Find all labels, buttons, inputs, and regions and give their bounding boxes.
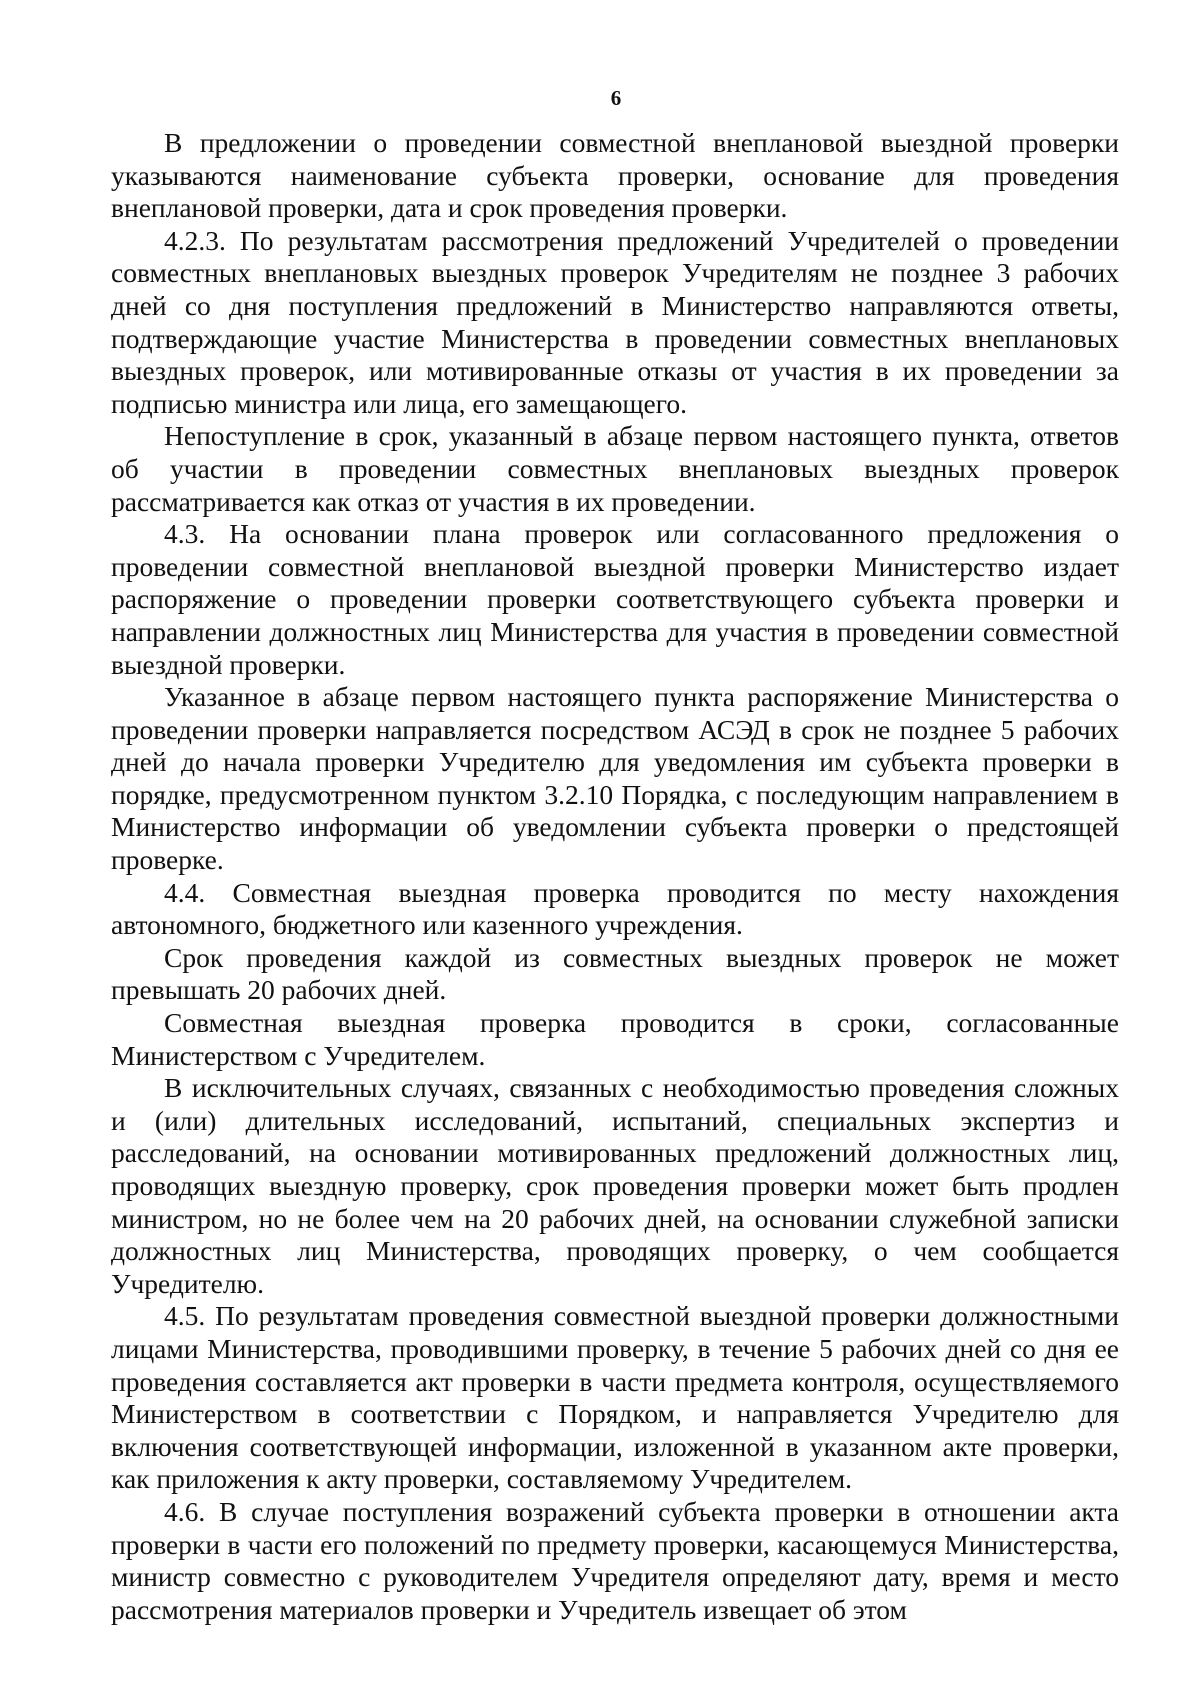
paragraph: В предложении о проведении совместной внеплановой выездной проверки указываются наименование субъекта проверки, основание для проведения внеплановой проверки, дата и срок проведения проверки. <box>111 127 1119 224</box>
paragraph: Указанное в абзаце первом настоящего пункта распоряжение Министерства о проведении проверки направляется посредством АСЭД в срок не позднее 5 рабочих дней до начала проверки Учредителю для уведомления им субъекта проверки в порядке, предусмотренном пунктом 3.2.10 Порядка, с последующим направлением в Министерство информации об уведомлении субъекта проверки о предстоящей проверке. <box>111 681 1119 876</box>
paragraph: 4.6. В случае поступления возражений субъекта проверки в отношении акта проверки в части его положений по предмету проверки, касающемуся Министерства, министр совместно с руководителем Учредителя определяют дату, время и место рассмотрения материалов проверки и Учредитель извещает об этом <box>111 1495 1119 1625</box>
document-body <box>111 127 1119 1626</box>
paragraph: 4.4. Совместная выездная проверка проводится по месту нахождения автономного, бюджетного или казенного учреждения. <box>111 876 1119 941</box>
paragraph: Совместная выездная проверка проводится в сроки, согласованные Министерством с Учредителем. <box>111 1007 1119 1071</box>
page-number: 6 <box>610 86 622 110</box>
paragraph: Непоступление в срок, указанный в абзаце первом настоящего пункта, ответов об участии в проведении совместных внеплановых выездных проверок рассматривается как отказ от участия в их проведении. <box>111 420 1119 517</box>
paragraph: Срок проведения каждой из совместных выездных проверок не может превышать 20 рабочих дней. <box>111 941 1119 1006</box>
paragraph: 4.2.3. По результатам рассмотрения предложений Учредителей о проведении совместных внеплановых выездных проверок Учредителям не позднее 3 рабочих дней со дня поступления предложений в Министерство направляются ответы, подтверждающие участие Министерства в проведении совместных внеплановых выездных проверок, или мотивированные отказы от участия в их проведении за подписью министра или лица, его замещающего. <box>111 224 1119 419</box>
paragraph: В исключительных случаях, связанных с необходимостью проведения сложных и (или) длительных исследований, испытаний, специальных экспертиз и расследований, на основании мотивированных предложений должностных лиц, проводящих выездную проверку, срок проведения проверки может быть продлен министром, но не более чем на 20 рабочих дней, на основании служебной записки должностных лиц Министерства, проводящих проверку, о чем сообщается Учредителю. <box>111 1072 1119 1299</box>
paragraph: 4.3. На основании плана проверок или согласованного предложения о проведении совместной внеплановой выездной проверки Министерство издает распоряжение о проведении проверки соответствующего субъекта проверки и направлении должностных лиц Министерства для участия в проведении совместной выездной проверки. <box>111 518 1119 680</box>
paragraph: 4.5. По результатам проведения совместной выездной проверки должностными лицами Министерства, проводившими проверку, в течение 5 рабочих дней со дня ее проведения составляется акт проверки в части предмета контроля, осуществляемого Министерством в соответствии с Порядком, и направляется Учредителю для включения соответствующей информации, изложенной в указанном акте проверки, как приложения к акту проверки, составляемому Учредителем. <box>111 1300 1119 1495</box>
